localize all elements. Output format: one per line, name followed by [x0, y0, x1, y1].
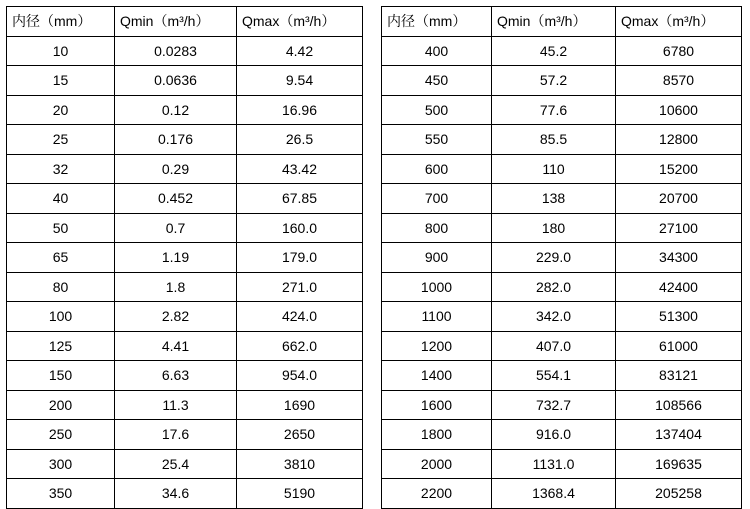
cell-inner-diameter: 10 [7, 36, 115, 66]
cell-inner-diameter: 32 [7, 154, 115, 184]
cell-inner-diameter: 1200 [382, 331, 492, 361]
cell-qmin: 1131.0 [492, 449, 616, 479]
cell-qmax: 9.54 [237, 66, 363, 96]
cell-inner-diameter: 300 [7, 449, 115, 479]
cell-qmax: 83121 [616, 361, 742, 391]
table-row [7, 243, 363, 273]
column-header-qmax: Qmax（m³/h） [237, 7, 363, 37]
table-row [7, 95, 363, 125]
table-row [382, 449, 742, 479]
cell-qmin: 6.63 [115, 361, 237, 391]
table-row [382, 36, 742, 66]
table-header-row [382, 7, 742, 37]
cell-inner-diameter: 1800 [382, 420, 492, 450]
cell-qmax: 179.0 [237, 243, 363, 273]
cell-qmin: 732.7 [492, 390, 616, 420]
table-row [382, 361, 742, 391]
cell-qmin: 11.3 [115, 390, 237, 420]
cell-inner-diameter: 2000 [382, 449, 492, 479]
cell-qmin: 1.19 [115, 243, 237, 273]
table-row [382, 272, 742, 302]
table-row [382, 331, 742, 361]
table-row [382, 420, 742, 450]
cell-qmin: 916.0 [492, 420, 616, 450]
cell-qmax: 27100 [616, 213, 742, 243]
cell-inner-diameter: 1000 [382, 272, 492, 302]
cell-inner-diameter: 900 [382, 243, 492, 273]
cell-qmax: 4.42 [237, 36, 363, 66]
cell-qmax: 42400 [616, 272, 742, 302]
cell-inner-diameter: 350 [7, 479, 115, 509]
cell-qmax: 1690 [237, 390, 363, 420]
cell-qmin: 85.5 [492, 125, 616, 155]
cell-inner-diameter: 200 [7, 390, 115, 420]
cell-inner-diameter: 450 [382, 66, 492, 96]
table-row [7, 272, 363, 302]
cell-qmax: 6780 [616, 36, 742, 66]
cell-qmax: 43.42 [237, 154, 363, 184]
table-row [382, 302, 742, 332]
cell-inner-diameter: 80 [7, 272, 115, 302]
table-row [382, 390, 742, 420]
table-header-row [7, 7, 363, 37]
cell-qmax: 169635 [616, 449, 742, 479]
cell-qmax: 271.0 [237, 272, 363, 302]
cell-inner-diameter: 150 [7, 361, 115, 391]
cell-qmin: 34.6 [115, 479, 237, 509]
cell-qmin: 0.176 [115, 125, 237, 155]
pipe-flow-table-right [381, 6, 742, 509]
table-row [382, 243, 742, 273]
cell-inner-diameter: 125 [7, 331, 115, 361]
column-header-inner-diameter: 内径（mm） [7, 7, 115, 37]
cell-qmax: 5190 [237, 479, 363, 509]
cell-inner-diameter: 50 [7, 213, 115, 243]
cell-qmin: 0.7 [115, 213, 237, 243]
cell-qmax: 10600 [616, 95, 742, 125]
cell-qmin: 0.12 [115, 95, 237, 125]
table-row [7, 420, 363, 450]
cell-qmax: 61000 [616, 331, 742, 361]
cell-qmin: 554.1 [492, 361, 616, 391]
cell-qmin: 0.0283 [115, 36, 237, 66]
cell-qmax: 16.96 [237, 95, 363, 125]
table-row [7, 302, 363, 332]
table-row [382, 66, 742, 96]
cell-inner-diameter: 1400 [382, 361, 492, 391]
cell-qmax: 67.85 [237, 184, 363, 214]
cell-qmin: 57.2 [492, 66, 616, 96]
pipe-flow-table-left [6, 6, 363, 509]
table-row [7, 390, 363, 420]
cell-qmin: 2.82 [115, 302, 237, 332]
cell-qmax: 137404 [616, 420, 742, 450]
cell-inner-diameter: 1100 [382, 302, 492, 332]
cell-qmax: 20700 [616, 184, 742, 214]
cell-inner-diameter: 2200 [382, 479, 492, 509]
cell-qmin: 45.2 [492, 36, 616, 66]
cell-qmax: 8570 [616, 66, 742, 96]
table-row [382, 184, 742, 214]
cell-qmin: 180 [492, 213, 616, 243]
cell-inner-diameter: 400 [382, 36, 492, 66]
cell-qmax: 3810 [237, 449, 363, 479]
cell-qmin: 77.6 [492, 95, 616, 125]
cell-qmin: 342.0 [492, 302, 616, 332]
cell-qmin: 138 [492, 184, 616, 214]
table-row [7, 36, 363, 66]
cell-qmax: 954.0 [237, 361, 363, 391]
table-row [7, 66, 363, 96]
cell-qmin: 0.452 [115, 184, 237, 214]
cell-inner-diameter: 25 [7, 125, 115, 155]
cell-qmin: 110 [492, 154, 616, 184]
cell-inner-diameter: 250 [7, 420, 115, 450]
table-row [7, 213, 363, 243]
cell-qmin: 25.4 [115, 449, 237, 479]
cell-qmin: 0.29 [115, 154, 237, 184]
cell-qmin: 229.0 [492, 243, 616, 273]
table-row [382, 125, 742, 155]
cell-qmin: 1.8 [115, 272, 237, 302]
table-row [7, 331, 363, 361]
cell-qmax: 662.0 [237, 331, 363, 361]
table-row [382, 154, 742, 184]
column-header-qmax: Qmax（m³/h） [616, 7, 742, 37]
cell-qmax: 34300 [616, 243, 742, 273]
cell-qmin: 0.0636 [115, 66, 237, 96]
column-header-inner-diameter: 内径（mm） [382, 7, 492, 37]
cell-qmin: 282.0 [492, 272, 616, 302]
cell-inner-diameter: 15 [7, 66, 115, 96]
column-header-qmin: Qmin（m³/h） [115, 7, 237, 37]
cell-inner-diameter: 550 [382, 125, 492, 155]
cell-qmin: 1368.4 [492, 479, 616, 509]
cell-inner-diameter: 100 [7, 302, 115, 332]
table-row [7, 449, 363, 479]
cell-qmax: 26.5 [237, 125, 363, 155]
cell-qmin: 4.41 [115, 331, 237, 361]
table-row [382, 213, 742, 243]
cell-inner-diameter: 1600 [382, 390, 492, 420]
cell-inner-diameter: 500 [382, 95, 492, 125]
cell-inner-diameter: 700 [382, 184, 492, 214]
cell-qmax: 51300 [616, 302, 742, 332]
cell-qmin: 407.0 [492, 331, 616, 361]
column-header-qmin: Qmin（m³/h） [492, 7, 616, 37]
cell-qmin: 17.6 [115, 420, 237, 450]
table-row [7, 184, 363, 214]
cell-qmax: 2650 [237, 420, 363, 450]
table-row [7, 361, 363, 391]
cell-inner-diameter: 600 [382, 154, 492, 184]
table-row [7, 154, 363, 184]
cell-qmax: 108566 [616, 390, 742, 420]
cell-qmax: 12800 [616, 125, 742, 155]
table-row [7, 125, 363, 155]
cell-inner-diameter: 20 [7, 95, 115, 125]
table-row [382, 95, 742, 125]
cell-qmax: 15200 [616, 154, 742, 184]
cell-qmax: 424.0 [237, 302, 363, 332]
cell-qmax: 160.0 [237, 213, 363, 243]
cell-inner-diameter: 65 [7, 243, 115, 273]
cell-qmax: 205258 [616, 479, 742, 509]
cell-inner-diameter: 40 [7, 184, 115, 214]
cell-inner-diameter: 800 [382, 213, 492, 243]
